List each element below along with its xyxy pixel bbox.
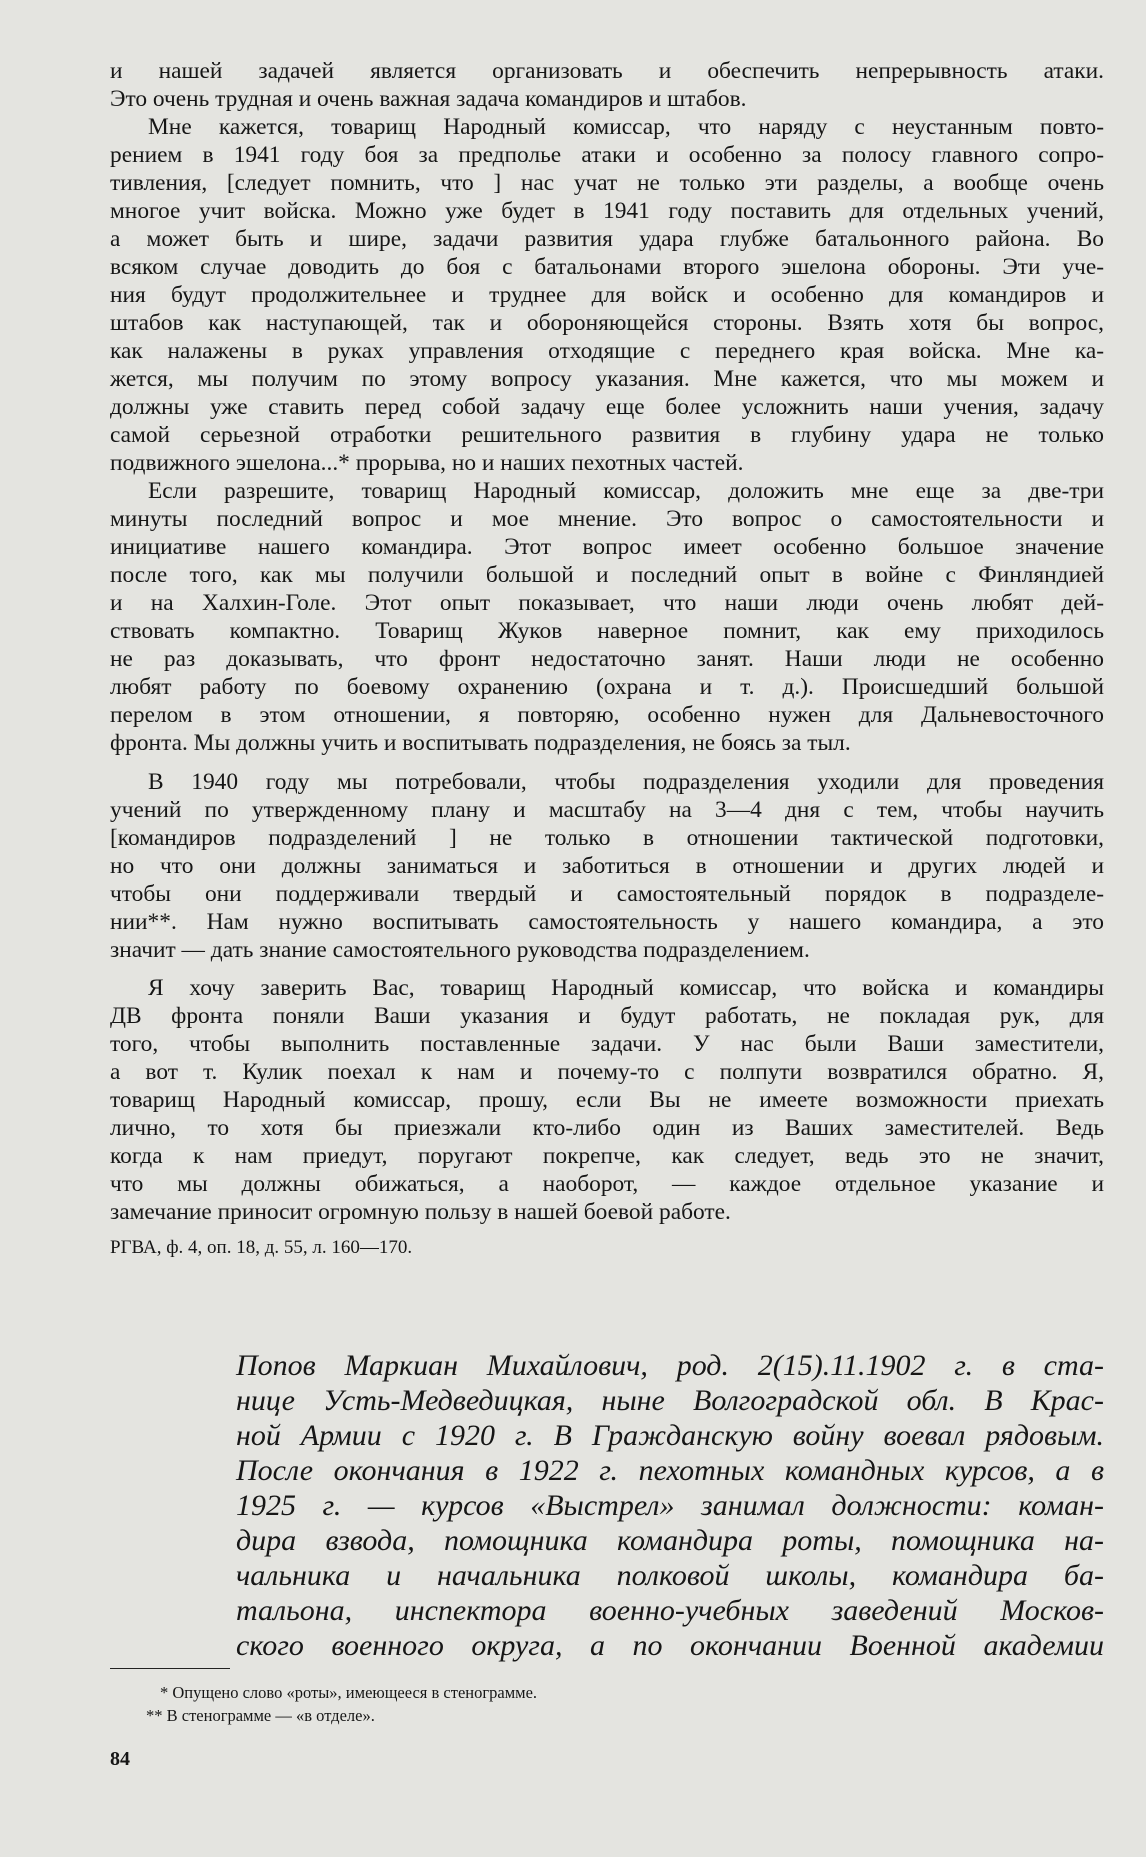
text-line: инициативе нашего командира. Этот вопрос имеет особенно большое значение: [110, 534, 1104, 560]
footnote: * Опущено слово «роты», имеющееся в стенограмме.: [160, 1683, 538, 1702]
text-line: самой серьезной отработки решительного развития в глубину удара не только: [110, 422, 1104, 448]
text-line: когда к нам приедут, поругают покрепче, как следует, ведь это не значит,: [110, 1143, 1104, 1169]
text-line: [командиров подразделений ] не только в отношении тактической подготовки,: [110, 825, 1104, 851]
bio-line: ной Армии с 1920 г. В Гражданскую войну воевал рядовым.: [236, 1419, 1104, 1452]
text-line: тивления, [следует помнить, что ] нас учат не только эти разделы, а вообще очень: [110, 170, 1104, 196]
text-line: замечание приносит огромную пользу в нашей боевой работе.: [110, 1199, 731, 1225]
text-line: после того, как мы получили большой и последний опыт в войне с Финляндией: [110, 562, 1104, 588]
text-line: жется, мы получим по этому вопросу указания. Мне кажется, что мы можем и: [110, 366, 1104, 392]
bio-line: После окончания в 1922 г. пехотных командных курсов, а в: [236, 1454, 1104, 1487]
text-line: штабов как наступающей, так и обороняющейся стороны. Взять хотя бы вопрос,: [110, 310, 1104, 336]
text-line: значит — дать знание самостоятельного руководства подразделением.: [110, 937, 810, 963]
text-line: минуты последний вопрос и мое мнение. Это вопрос о самостоятельности и: [110, 506, 1104, 532]
text-line: как налажены в руках управления отходящие с переднего края войска. Мне ка-: [110, 338, 1104, 364]
text-line: что мы должны обижаться, а наоборот, — каждое отдельное указание и: [110, 1171, 1104, 1197]
text-line: ДВ фронта поняли Ваши указания и будут работать, не покладая рук, для: [110, 1003, 1104, 1029]
text-line: должны уже ставить перед собой задачу еще более усложнить наши учения, задачу: [110, 394, 1104, 420]
bio-line: дира взвода, помощника командира роты, помощника на-: [236, 1524, 1104, 1557]
text-line: ствовать компактно. Товарищ Жуков наверное помнит, как ему приходилось: [110, 618, 1104, 644]
text-line: и на Халхин-Голе. Этот опыт показывает, что наши люди очень любят дей-: [110, 590, 1104, 616]
text-line: нии**. Нам нужно воспитывать самостоятельность у нашего командира, а это: [110, 909, 1104, 935]
bio-line: ского военного округа, а по окончании Военной академии: [236, 1629, 1104, 1662]
text-line: Это очень трудная и очень важная задача командиров и штабов.: [110, 86, 747, 112]
page-number: 84: [110, 1748, 130, 1770]
text-line: подвижного эшелона...* прорыва, но и наших пехотных частей.: [110, 450, 744, 476]
text-line: Если разрешите, товарищ Народный комиссар, доложить мне еще за две-три: [148, 478, 1104, 504]
bio-line: нице Усть-Медведицкая, ныне Волгоградской обл. В Крас-: [236, 1384, 1104, 1417]
text-line: лично, то хотя бы приезжали кто-либо один из Ваших заместителей. Ведь: [110, 1115, 1104, 1141]
text-line: а может быть и шире, задачи развития удара глубже батальонного района. Во: [110, 226, 1104, 252]
text-line: чтобы они поддерживали твердый и самостоятельный порядок в подразделе-: [110, 881, 1104, 907]
text-line: любят работу по боевому охранению (охрана и т. д.). Происшедший большой: [110, 674, 1104, 700]
text-line: не раз доказывать, что фронт недостаточно занят. Наши люди не особенно: [110, 646, 1104, 672]
bio-line: 1925 г. — курсов «Выстрел» занимал должности: коман-: [236, 1489, 1104, 1522]
text-line: но что они должны заниматься и заботиться в отношении и других людей и: [110, 853, 1104, 879]
footnote: ** В стенограмме — «в отделе».: [146, 1706, 375, 1725]
footnote-divider: [110, 1668, 230, 1669]
text-line: всяком случае доводить до боя с батальонами второго эшелона обороны. Эти уче-: [110, 254, 1104, 280]
bio-line: чальника и начальника полковой школы, командира ба-: [236, 1559, 1104, 1592]
archive-source: РГВА, ф. 4, оп. 18, д. 55, л. 160—170.: [110, 1237, 413, 1258]
bio-line: Попов Маркиан Михайлович, род. 2(15).11.1902 г. в ста-: [236, 1349, 1104, 1382]
text-line: того, чтобы выполнить поставленные задачи. У нас были Ваши заместители,: [110, 1031, 1104, 1057]
bio-line: тальона, инспектора военно-учебных заведений Москов-: [236, 1594, 1104, 1627]
text-line: фронта. Мы должны учить и воспитывать подразделения, не боясь за тыл.: [110, 730, 851, 756]
text-line: рением в 1941 году боя за предполье атаки и особенно за полосу главного сопро-: [110, 142, 1104, 168]
text-line: многое учит войска. Можно уже будет в 1941 году поставить для отдельных учений,: [110, 198, 1104, 224]
text-line: учений по утвержденному плану и масштабу на 3—4 дня с тем, чтобы научить: [110, 797, 1104, 823]
text-line: перелом в этом отношении, я повторяю, особенно нужен для Дальневосточного: [110, 702, 1104, 728]
text-line: Я хочу заверить Вас, товарищ Народный комиссар, что войска и командиры: [148, 975, 1104, 1001]
text-line: а вот т. Кулик поехал к нам и почему-то с полпути возвратился обратно. Я,: [110, 1059, 1104, 1085]
text-line: товарищ Народный комиссар, прошу, если Вы не имеете возможности приехать: [110, 1087, 1104, 1113]
text-line: В 1940 году мы потребовали, чтобы подразделения уходили для проведения: [148, 769, 1104, 795]
text-line: и нашей задачей является организовать и обеспечить непрерывность атаки.: [110, 58, 1104, 84]
text-line: ния будут продолжительнее и труднее для войск и особенно для командиров и: [110, 282, 1104, 308]
text-line: Мне кажется, товарищ Народный комиссар, что наряду с неустанным повто-: [148, 114, 1104, 140]
